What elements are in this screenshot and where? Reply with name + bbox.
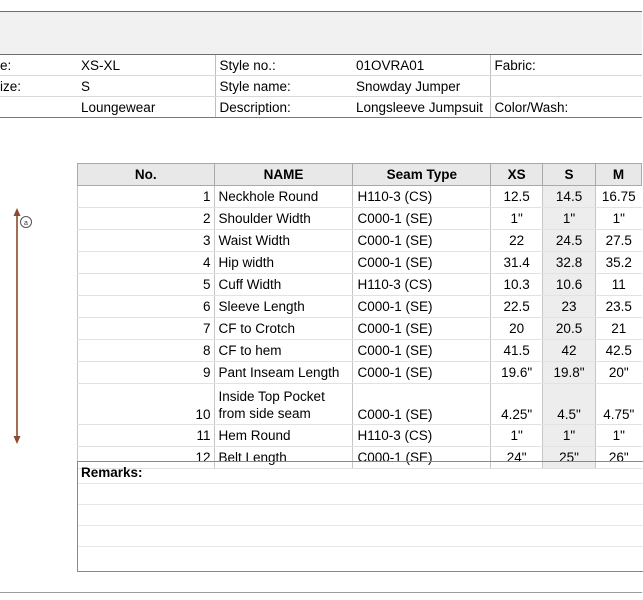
- size-s-value: 14.5: [543, 186, 596, 208]
- remarks-label: Remarks:: [81, 465, 143, 480]
- measurement-name: Cuff Width: [214, 274, 353, 296]
- table-row: [78, 425, 642, 447]
- row-number: 12: [78, 447, 215, 469]
- row-number: 10: [78, 384, 215, 425]
- size-xs-value: 41.5: [491, 340, 543, 362]
- table-row: [78, 340, 642, 362]
- seam-type: C000-1 (SE): [353, 318, 491, 340]
- size-s-value: 24.5: [543, 230, 596, 252]
- row-number: 4: [78, 252, 215, 274]
- size-m-value: 16.75: [596, 186, 642, 208]
- size-xs-value: 22: [491, 230, 543, 252]
- seam-type: C000-1 (SE): [353, 230, 491, 252]
- remarks-line: [78, 546, 643, 547]
- info-row: [0, 76, 642, 97]
- size-m-value: 11: [596, 274, 642, 296]
- size-s-value: 19.8": [543, 362, 596, 384]
- seam-type: C000-1 (SE): [353, 384, 491, 425]
- spec-table: [77, 163, 642, 469]
- col-header-m: M: [596, 164, 642, 186]
- size-s-value: 20.5: [543, 318, 596, 340]
- seam-type: C000-1 (SE): [353, 340, 491, 362]
- info-row: [0, 55, 642, 76]
- style-info-table: [0, 55, 642, 118]
- size-m-value: 1": [596, 208, 642, 230]
- measurement-name: Belt Length: [214, 447, 353, 469]
- page-bottom-rule: [0, 592, 642, 593]
- col-header-no: No.: [78, 164, 215, 186]
- point-marker-label: a: [24, 220, 28, 227]
- row-number: 8: [78, 340, 215, 362]
- measurement-name: Hem Round: [214, 425, 353, 447]
- size-xs-value: 12.5: [491, 186, 543, 208]
- size-s-value: 10.6: [543, 274, 596, 296]
- row-number: 5: [78, 274, 215, 296]
- info-value: XS-XL: [77, 55, 215, 76]
- seam-type: C000-1 (SE): [353, 296, 491, 318]
- table-row: [78, 274, 642, 296]
- info-value: S: [77, 76, 215, 97]
- col-header-xs: XS: [491, 164, 543, 186]
- info-label: ize:: [0, 76, 77, 97]
- size-m-value: 1": [596, 425, 642, 447]
- info-label: Description:: [215, 97, 352, 118]
- size-xs-value: 19.6": [491, 362, 543, 384]
- size-m-value: 23.5: [596, 296, 642, 318]
- spec-header-row: [78, 164, 642, 186]
- size-s-value: 23: [543, 296, 596, 318]
- col-header-name: NAME: [214, 164, 353, 186]
- info-row: [0, 97, 642, 118]
- seam-type: C000-1 (SE): [353, 447, 491, 469]
- table-row: [78, 230, 642, 252]
- measurement-name: Neckhole Round: [214, 186, 353, 208]
- remarks-box: [77, 461, 643, 572]
- measurement-name: Shoulder Width: [214, 208, 353, 230]
- row-number: 9: [78, 362, 215, 384]
- size-xs-value: 4.25": [491, 384, 543, 425]
- table-row: [78, 296, 642, 318]
- info-value: Longsleeve Jumpsuit: [352, 97, 490, 118]
- table-row: [78, 362, 642, 384]
- size-m-value: 20": [596, 362, 642, 384]
- remarks-line: [78, 483, 643, 484]
- measurement-name: Hip width: [214, 252, 353, 274]
- size-m-value: 27.5: [596, 230, 642, 252]
- sheet-header-band: [0, 11, 642, 55]
- info-label: Style no.:: [215, 55, 352, 76]
- measurement-name: CF to Crotch: [214, 318, 353, 340]
- size-xs-value: 1": [491, 425, 543, 447]
- measurement-name: CF to hem: [214, 340, 353, 362]
- measurement-name: Waist Width: [214, 230, 353, 252]
- measurement-name: Pant Inseam Length: [214, 362, 353, 384]
- size-s-value: 1": [543, 425, 596, 447]
- table-row: [78, 318, 642, 340]
- info-value: 01OVRA01: [352, 55, 490, 76]
- col-header-s: S: [543, 164, 596, 186]
- size-s-value: 1": [543, 208, 596, 230]
- table-row: [78, 208, 642, 230]
- row-number: 6: [78, 296, 215, 318]
- size-xs-value: 31.4: [491, 252, 543, 274]
- size-m-value: 21: [596, 318, 642, 340]
- size-s-value: 25": [543, 447, 596, 469]
- col-header-seam: Seam Type: [353, 164, 491, 186]
- size-xs-value: 22.5: [491, 296, 543, 318]
- row-number: 11: [78, 425, 215, 447]
- seam-type: H110-3 (CS): [353, 274, 491, 296]
- table-row: [78, 186, 642, 208]
- info-label: e:: [0, 55, 77, 76]
- row-number: 7: [78, 318, 215, 340]
- size-xs-value: 20: [491, 318, 543, 340]
- seam-type: C000-1 (SE): [353, 362, 491, 384]
- measurement-arrow: [10, 206, 26, 446]
- size-xs-value: 24": [491, 447, 543, 469]
- table-row: [78, 252, 642, 274]
- size-m-value: 42.5: [596, 340, 642, 362]
- row-number: 2: [78, 208, 215, 230]
- size-m-value: 26": [596, 447, 642, 469]
- size-s-value: 4.5": [543, 384, 596, 425]
- info-label: Fabric:: [490, 55, 642, 76]
- seam-type: C000-1 (SE): [353, 252, 491, 274]
- measurement-name: Sleeve Length: [214, 296, 353, 318]
- size-xs-value: 10.3: [491, 274, 543, 296]
- size-xs-value: 1": [491, 208, 543, 230]
- info-label: Color/Wash:: [490, 97, 642, 118]
- seam-type: H110-3 (CS): [353, 425, 491, 447]
- info-label: Style name:: [215, 76, 352, 97]
- seam-type: C000-1 (SE): [353, 208, 491, 230]
- info-value: Snowday Jumper: [352, 76, 490, 97]
- info-value: Loungewear: [77, 97, 215, 118]
- remarks-line: [78, 504, 643, 505]
- size-m-value: 4.75": [596, 384, 642, 425]
- remarks-line: [78, 525, 643, 526]
- size-m-value: 35.2: [596, 252, 642, 274]
- row-number: 1: [78, 186, 215, 208]
- seam-type: H110-3 (CS): [353, 186, 491, 208]
- size-s-value: 42: [543, 340, 596, 362]
- measurement-name: Inside Top Pocket from side seam: [214, 384, 353, 425]
- table-row: [78, 384, 642, 425]
- size-s-value: 32.8: [543, 252, 596, 274]
- info-label: [0, 97, 77, 118]
- info-label: [490, 76, 642, 97]
- row-number: 3: [78, 230, 215, 252]
